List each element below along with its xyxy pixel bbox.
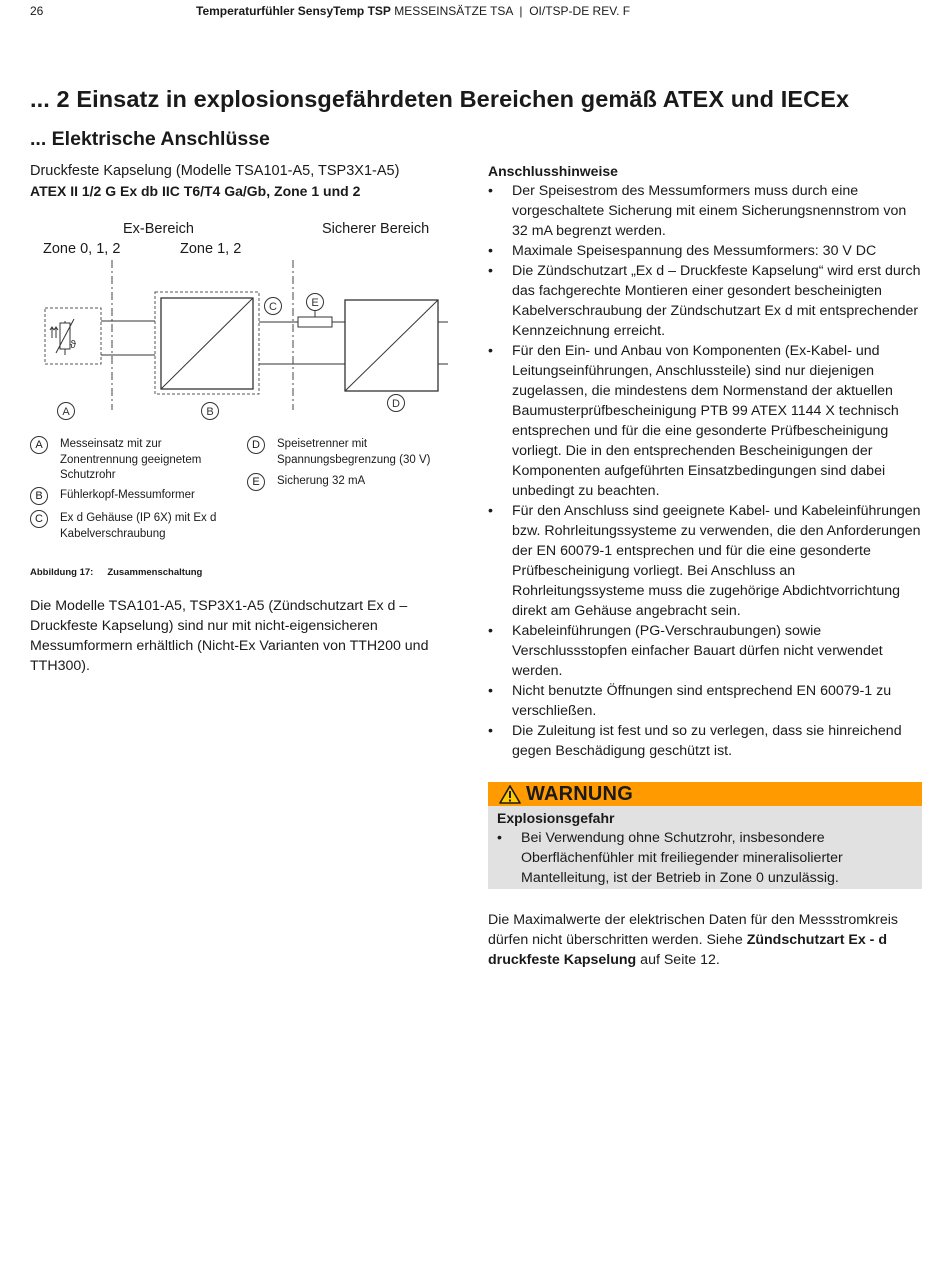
subsection-title: ... Elektrische Anschlüsse bbox=[30, 128, 270, 150]
warning-box bbox=[488, 782, 922, 889]
models-paragraph: Die Modelle TSA101-A5, TSP3X1-A5 (Zündschutzart Ex d – Druckfeste Kapselung) sind nur mit nicht-eigensicheren Messumformern erhältlich (Nicht-Ex Varianten von TTH200 und TTH300). bbox=[30, 598, 429, 674]
connection-notes-list bbox=[488, 181, 924, 761]
figure-caption bbox=[30, 567, 458, 578]
list-item: • Der Speisestrom des Messumformers muss durch eine vorgeschaltete Sicherung mit einem Sicherungsnennstrom von 32 mA begrenzt werden. bbox=[488, 181, 924, 241]
legend-letter: B bbox=[30, 487, 48, 505]
models-subtitle: Druckfeste Kapselung (Modelle TSA101-A5, TSP3X1-A5) bbox=[30, 163, 400, 179]
legend-item-a bbox=[30, 437, 201, 484]
figure-caption-text: Zusammenschaltung bbox=[107, 567, 203, 578]
right-column bbox=[488, 161, 924, 970]
legend-text: Fühlerkopf-Messumformer bbox=[60, 489, 195, 501]
wiring-diagram-svg bbox=[30, 218, 458, 423]
list-item: • Für den Anschluss sind geeignete Kabel- und Kabeleinführungen bzw. Rohrleitungssysteme zu verwenden, die den Anforderungen der EN 60079-1 entsprechen und für die eine gesonderte Prüfbescheinigung vorliegt. Bei Anschluss an Rohrleitungssysteme muss die zugehörige Abdichtvorrichtung direkt am Gehäuse angebracht sein. bbox=[488, 501, 924, 621]
closing-paragraph bbox=[488, 910, 924, 970]
zone-012-label: Zone 0, 1, 2 bbox=[43, 241, 121, 257]
legend-item-b bbox=[30, 488, 195, 505]
figure-number: Abbildung 17: bbox=[30, 567, 94, 578]
legend-letter: C bbox=[30, 510, 48, 528]
heat-arrows-icon bbox=[50, 327, 58, 338]
zone-12-label: Zone 1, 2 bbox=[180, 241, 242, 257]
warning-list bbox=[497, 828, 912, 888]
closing-text: Die Maximalwerte der elektrischen Daten für den Messstromkreis dürfen nicht überschritten werden. Siehe bbox=[488, 912, 899, 948]
legend-letter: A bbox=[30, 436, 48, 454]
document-title bbox=[196, 4, 630, 18]
label-b: B bbox=[206, 406, 214, 418]
list-item: • Bei Verwendung ohne Schutzrohr, insbesondere Oberflächenfühler mit freiliegender mineralisolierter Mantelleitung, ist der Betrieb in Zone 0 unzulässig. bbox=[497, 828, 912, 888]
warning-triangle-icon bbox=[499, 785, 521, 804]
theta-symbol: ϑ bbox=[70, 339, 77, 351]
legend-text: Sicherung 32 mA bbox=[277, 475, 366, 487]
page-number: 26 bbox=[30, 4, 44, 18]
label-e: E bbox=[311, 297, 319, 309]
closing-reference: Zündschutzart Ex - d druckfeste Kapselung bbox=[488, 932, 887, 968]
isolator-diagonal bbox=[345, 300, 438, 391]
legend-letter: D bbox=[247, 436, 265, 454]
list-item: • Nicht benutzte Öffnungen sind entsprechend EN 60079-1 zu verschließen. bbox=[488, 681, 924, 721]
list-item: • Die Zuleitung ist fest und so zu verlegen, dass sie hinreichend gegen Beschädigung geschützt ist. bbox=[488, 721, 924, 761]
legend-text: Messeinsatz mit zur Zonentrennung geeignetem Schutzrohr bbox=[60, 438, 202, 481]
warning-header bbox=[488, 782, 922, 806]
legend-item-e bbox=[247, 474, 365, 491]
safe-area-label: Sicherer Bereich bbox=[322, 221, 430, 237]
legend-letter: E bbox=[247, 473, 265, 491]
list-item: • Für den Ein- und Anbau von Komponenten (Ex-Kabel- und Leitungseinführungen, Anschlussteile) sind nur diejenigen zugelassen, die mindestens dem Normenstand der aktuellen Baumusterprüfbescheinigung PTB 99 ATEX 1144 X technisch entsprechen und für die eine gesonderte Prüfbescheinigung vorliegt. Die in den entsprechenden Bescheinigungen der Komponenten aufgeführten Einsatzbedingungen sind dabei unbedingt zu beachten. bbox=[488, 341, 924, 501]
closing-end: auf Seite 12. bbox=[636, 952, 720, 968]
label-d: D bbox=[392, 398, 400, 410]
atex-marking: ATEX II 1/2 G Ex db IIC T6/T4 Ga/Gb, Zone 1 und 2 bbox=[30, 183, 361, 199]
document-title-bold: Temperaturfühler SensyTemp TSP bbox=[196, 4, 391, 18]
ex-area-label: Ex-Bereich bbox=[123, 221, 194, 237]
list-item: • Kabeleinführungen (PG-Verschraubungen) sowie Verschlussstopfen einfacher Bauart dürfen nicht verwendet werden. bbox=[488, 621, 924, 681]
warning-body bbox=[488, 806, 922, 889]
diagram-legend bbox=[30, 437, 458, 559]
warning-title: WARNUNG bbox=[526, 782, 633, 805]
left-column bbox=[30, 161, 458, 676]
wiring-diagram bbox=[30, 218, 458, 423]
fuse-e-icon bbox=[298, 317, 332, 327]
sensor-enclosure bbox=[45, 308, 101, 364]
label-c: C bbox=[269, 301, 277, 313]
legend-item-c bbox=[30, 511, 216, 542]
list-item: • Die Zündschutzart „Ex d – Druckfeste Kapselung“ wird erst durch das fachgerechte Montieren einer gesondert bescheinigten Kabelverschraubung der Zündschutzart Ex d mit entsprechender Kennzeichnung erreicht. bbox=[488, 261, 924, 341]
page-header bbox=[30, 4, 920, 20]
document-title-rest: MESSEINSÄTZE TSA | OI/TSP-DE REV. F bbox=[390, 4, 631, 18]
label-a: A bbox=[62, 406, 70, 418]
legend-item-d bbox=[247, 437, 430, 468]
diagram-labels bbox=[58, 294, 405, 420]
connection-notes-title: Anschlusshinweise bbox=[488, 163, 618, 179]
transmitter-diagonal bbox=[161, 298, 253, 389]
list-item: • Maximale Speisespannung des Messumformers: 30 V DC bbox=[488, 241, 924, 261]
legend-text: Speisetrenner mit Spannungsbegrenzung (30 V) bbox=[277, 438, 431, 466]
warning-subtitle: Explosionsgefahr bbox=[497, 810, 615, 826]
legend-text: Ex d Gehäuse (IP 6X) mit Ex d Kabelverschraubung bbox=[60, 512, 217, 540]
section-title: ... 2 Einsatz in explosionsgefährdeten Bereichen gemäß ATEX und IECEx bbox=[30, 86, 850, 112]
